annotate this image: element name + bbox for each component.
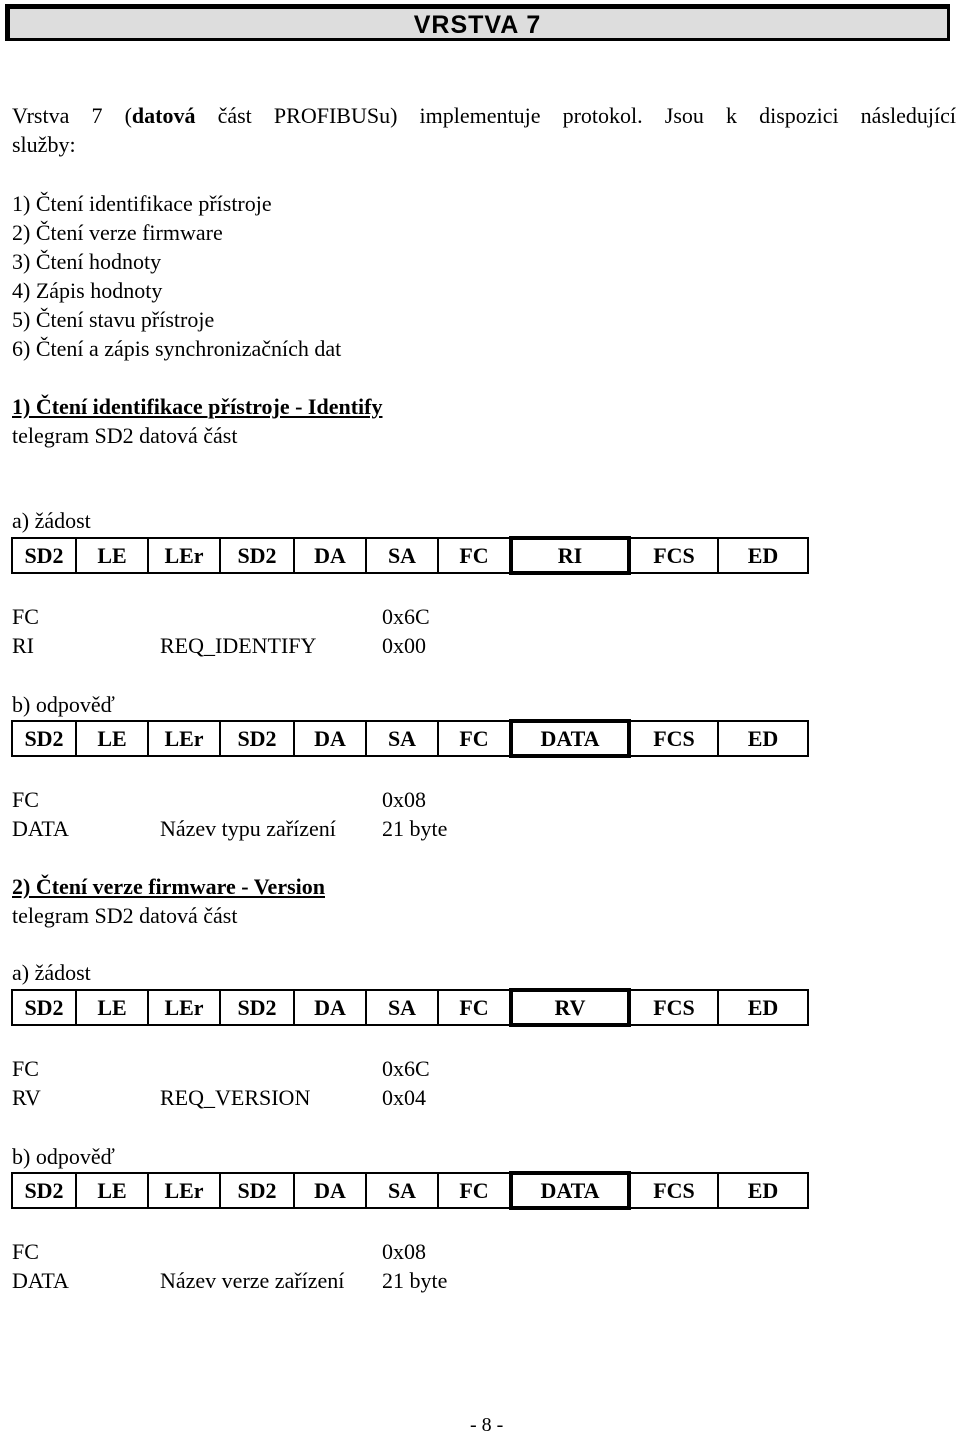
field-value: 0x6C [382,604,430,629]
section-2-request-label: a) žádost [12,960,91,985]
section-1-response-label: b) odpověď [12,692,115,717]
intro-paragraph [12,101,956,159]
telegram-cell: ED [718,538,808,573]
telegram-cell: LE [76,538,148,573]
field-name: RI [12,633,34,658]
chapter-title: VRSTVA 7 [413,11,542,39]
field-value: 21 byte [382,816,448,841]
telegram-cell: DA [294,1173,366,1208]
field-value: 0x08 [382,1239,426,1264]
section-1-response-telegram [11,719,809,758]
field-name: DATA [12,1268,69,1293]
telegram-cell: ED [718,1173,808,1208]
telegram-cell: DA [294,538,366,573]
service-item: 4) Zápis hodnoty [12,278,163,303]
field-name: RV [12,1085,41,1110]
telegram-cell: LE [76,1173,148,1208]
telegram-cell: SD2 [12,1173,76,1208]
section-1-subtitle: telegram SD2 datová část [12,423,238,448]
telegram-cell: FCS [629,990,718,1025]
telegram-cell: SA [366,1173,438,1208]
telegram-cell: FCS [629,1173,718,1208]
section-1-heading: 1) Čtení identifikace přístroje - Identify [12,394,383,419]
telegram-cell: SD2 [12,721,76,756]
telegram-cell: DA [294,990,366,1025]
section-2-heading: 2) Čtení verze firmware - Version [12,874,325,899]
field-description: Název verze zařízení [160,1268,345,1293]
service-item: 6) Čtení a zápis synchronizačních dat [12,336,342,361]
section-2-subtitle: telegram SD2 datová část [12,903,238,928]
telegram-cell: SA [366,990,438,1025]
telegram-cell: LEr [148,538,220,573]
intro-line-1: Vrstva 7 (datová část PROFIBUSu) implementuje protokol. Jsou k dispozici následující [12,103,956,128]
telegram-cell: SD2 [220,538,294,573]
field-value: 0x04 [382,1085,426,1110]
telegram-cell: SD2 [12,990,76,1025]
field-name: FC [12,1239,39,1264]
telegram-cell: FCS [629,538,718,573]
telegram-cell: SD2 [12,538,76,573]
telegram-cell: FC [438,990,511,1025]
section-2-request-telegram [11,988,809,1027]
service-item: 3) Čtení hodnoty [12,249,162,274]
section-2-response-telegram [11,1171,809,1210]
field-value: 21 byte [382,1268,448,1293]
service-item: 1) Čtení identifikace přístroje [12,191,272,216]
service-item: 5) Čtení stavu přístroje [12,307,215,332]
telegram-cell: ED [718,721,808,756]
field-description: Název typu zařízení [160,816,336,841]
telegram-cell: LEr [148,990,220,1025]
telegram-cell-highlight: RV [511,990,629,1025]
telegram-cell: SD2 [220,1173,294,1208]
telegram-cell: FC [438,538,511,573]
telegram-cell: LEr [148,721,220,756]
field-name: DATA [12,816,69,841]
field-name: FC [12,604,39,629]
intro-line-2: služby: [12,132,76,157]
telegram-cell: LEr [148,1173,220,1208]
telegram-cell-highlight: RI [511,538,629,573]
telegram-cell: LE [76,990,148,1025]
telegram-cell: SA [366,721,438,756]
field-name: FC [12,787,39,812]
telegram-cell: DA [294,721,366,756]
field-description: REQ_VERSION [160,1085,311,1110]
telegram-cell: FCS [629,721,718,756]
telegram-cell-highlight: DATA [511,721,629,756]
telegram-cell: SD2 [220,990,294,1025]
chapter-header [5,4,950,41]
service-item: 2) Čtení verze firmware [12,220,223,245]
telegram-cell: FC [438,1173,511,1208]
field-name: FC [12,1056,39,1081]
telegram-cell: ED [718,990,808,1025]
section-1-request-telegram [11,536,809,575]
telegram-cell: SA [366,538,438,573]
telegram-cell: SD2 [220,721,294,756]
field-description: REQ_IDENTIFY [160,633,317,658]
telegram-cell: FC [438,721,511,756]
telegram-cell: LE [76,721,148,756]
field-value: 0x00 [382,633,426,658]
telegram-cell-highlight: DATA [511,1173,629,1208]
section-1-request-label: a) žádost [12,508,91,533]
field-value: 0x08 [382,787,426,812]
page-number: - 8 - [470,1414,504,1436]
field-value: 0x6C [382,1056,430,1081]
section-2-response-label: b) odpověď [12,1144,115,1169]
